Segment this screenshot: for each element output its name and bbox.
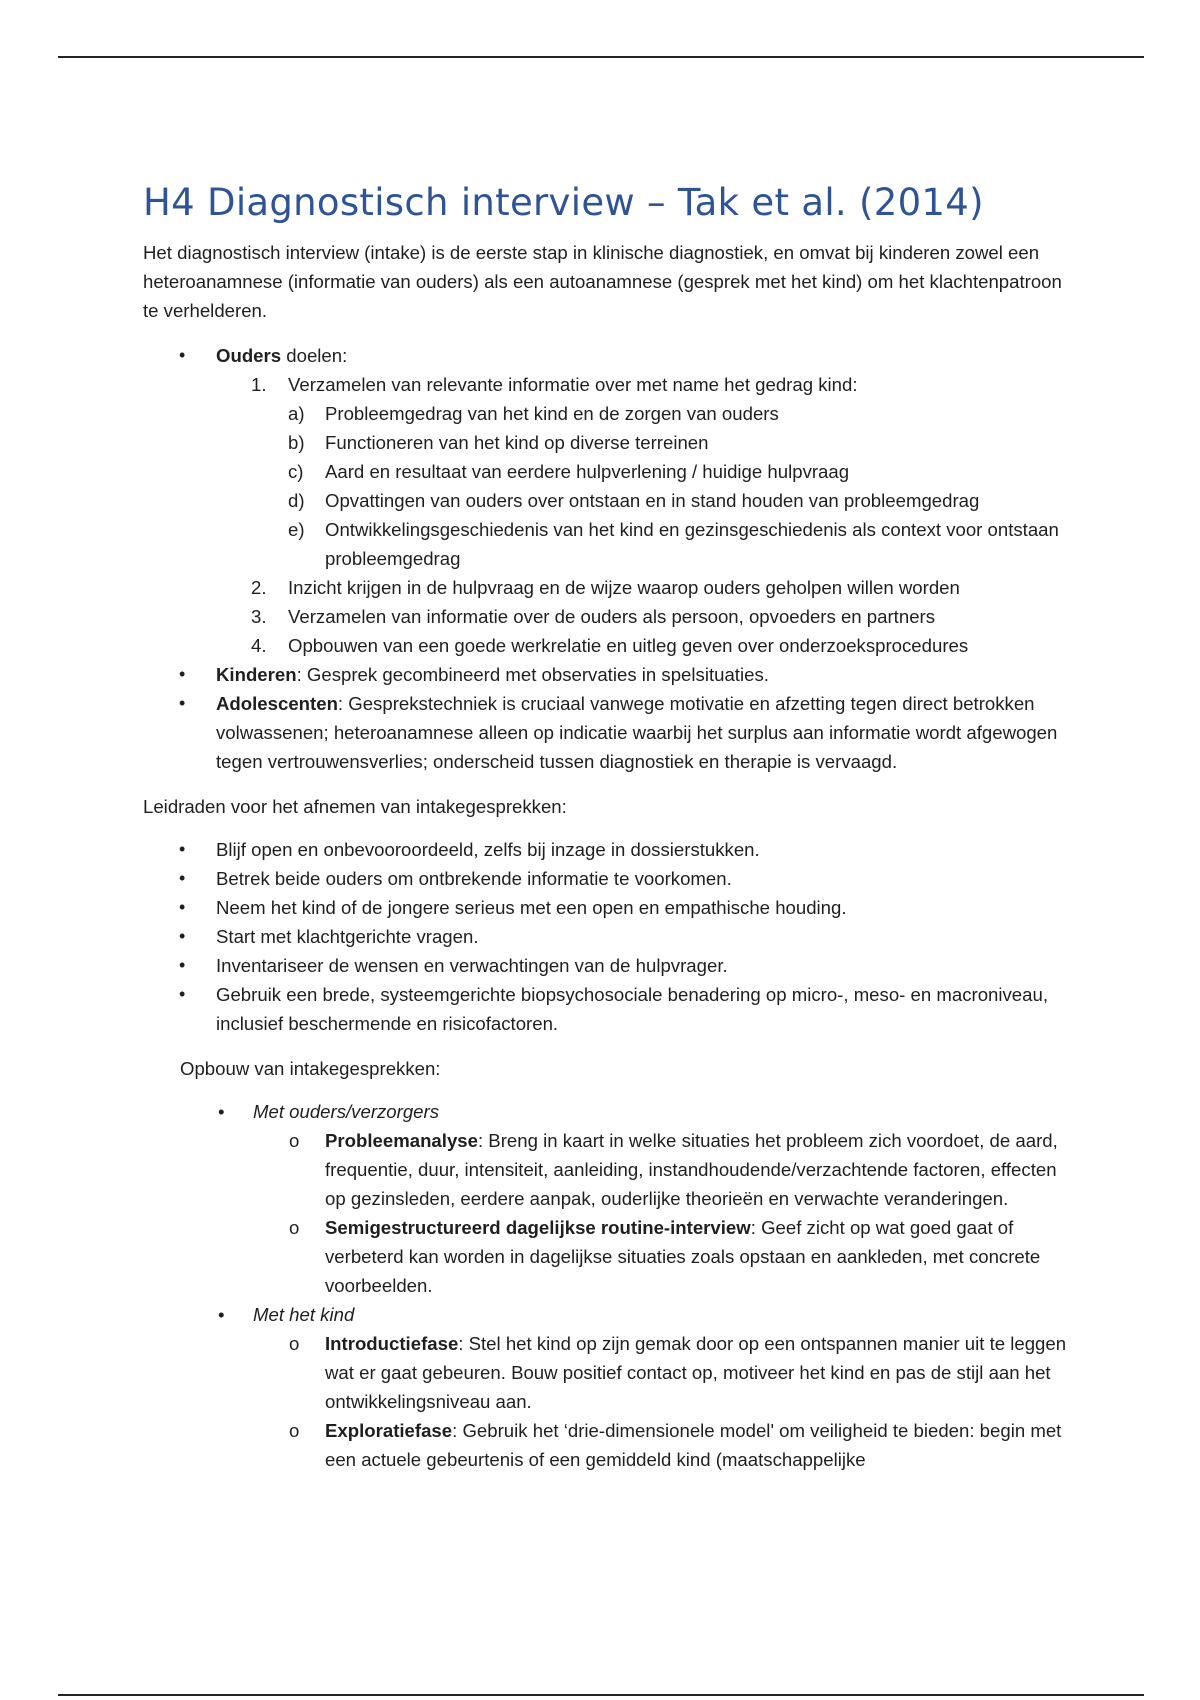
bullet-icon: •	[218, 1101, 225, 1122]
list-item-goal-1c	[143, 457, 1068, 486]
list-item-goal-1	[143, 370, 1068, 399]
list-item	[143, 864, 1068, 893]
item-letter: a)	[288, 403, 305, 424]
kinderen-label: Kinderen	[216, 664, 297, 685]
item-number: 1.	[251, 374, 267, 395]
list-item-met-kind	[143, 1300, 1068, 1329]
item-text: Verzamelen van relevante informatie over met name het gedrag kind:	[288, 374, 858, 395]
item-bold: Exploratiefase	[325, 1420, 453, 1441]
adolescenten-label: Adolescenten	[216, 693, 338, 714]
leidraden-list	[143, 835, 1068, 1038]
item-text: Blijf open en onbevooroordeeld, zelfs bij inzage in dossierstukken.	[216, 839, 760, 860]
list-item	[143, 980, 1068, 1038]
item-letter: e)	[288, 519, 305, 540]
bullet-icon: •	[179, 955, 186, 975]
list-item	[143, 922, 1068, 951]
item-label: Met het kind	[253, 1304, 355, 1325]
item-letter: c)	[288, 461, 304, 482]
list-item	[143, 951, 1068, 980]
goals-list	[143, 341, 1068, 776]
list-item-met-ouders	[143, 1097, 1068, 1126]
circle-bullet-icon: o	[289, 1217, 300, 1238]
list-item-goal-1e	[143, 515, 1068, 573]
list-item-adolescenten	[143, 689, 1068, 776]
circle-bullet-icon: o	[289, 1420, 300, 1441]
list-item	[143, 893, 1068, 922]
item-text: Inventariseer de wensen en verwachtingen van de hulpvrager.	[216, 955, 728, 976]
item-text: Start met klachtgerichte vragen.	[216, 926, 479, 947]
intro-paragraph: Het diagnostisch interview (intake) is de eerste stap in klinische diagnostiek, en omvat bij kinderen zowel een heteroanamnese (informatie van ouders) als een autoanamnese (gesprek met het kind) om het klachtenpatroon te verhelderen.	[143, 242, 1062, 321]
item-bold: Probleemanalyse	[325, 1130, 478, 1151]
footer-rule	[58, 1694, 1144, 1696]
list-item-exploratiefase	[143, 1416, 1068, 1474]
list-item-goal-1b	[143, 428, 1068, 457]
item-text: Opvattingen van ouders over ontstaan en in stand houden van probleemgedrag	[325, 490, 980, 511]
list-item-ouders	[143, 341, 1068, 370]
list-item-kinderen	[143, 660, 1068, 689]
item-text: Verzamelen van informatie over de ouders als persoon, opvoeders en partners	[288, 606, 936, 627]
item-text: : Stel het kind op zijn gemak door op een ontspannen manier uit te leggen wat er gaat gebeuren. Bouw positief contact op, motiveer het kind en pas de stijl aan het ontwikkelingsniveau aan.	[325, 1333, 1067, 1412]
item-text: Aard en resultaat van eerdere hulpverlening / huidige hulpvraag	[325, 461, 850, 482]
document-page	[143, 178, 1068, 1474]
bullet-icon: •	[179, 984, 186, 1004]
item-text: Functioneren van het kind op diverse terreinen	[325, 432, 709, 453]
item-text: Ontwikkelingsgeschiedenis van het kind en gezinsgeschiedenis als context voor ontstaan probleemgedrag	[325, 519, 1059, 569]
item-bold: Introductiefase	[325, 1333, 459, 1354]
item-text: Neem het kind of de jongere serieus met een open en empathische houding.	[216, 897, 847, 918]
item-letter: d)	[288, 490, 305, 511]
item-text: Inzicht krijgen in de hulpvraag en de wijze waarop ouders geholpen willen worden	[288, 577, 960, 598]
list-item-goal-3	[143, 602, 1068, 631]
item-number: 2.	[251, 577, 267, 598]
ouders-label: Ouders	[216, 345, 282, 366]
bullet-icon: •	[218, 1304, 225, 1325]
bullet-icon: •	[179, 897, 186, 917]
header-rule	[58, 56, 1144, 58]
item-label: Met ouders/verzorgers	[253, 1101, 440, 1122]
list-item	[143, 835, 1068, 864]
item-letter: b)	[288, 432, 305, 453]
list-item-probleemanalyse	[143, 1126, 1068, 1213]
list-item-goal-4	[143, 631, 1068, 660]
kinderen-text: : Gesprek gecombineerd met observaties in spelsituaties.	[296, 664, 769, 685]
item-text: : Geef zicht op wat goed gaat of verbeterd kan worden in dagelijkse situaties zoals opstaan en aankleden, met concrete voorbeelden.	[325, 1217, 1041, 1296]
bullet-icon: •	[179, 839, 186, 859]
bullet-icon: •	[179, 868, 186, 888]
item-bold: Semigestructureerd dagelijkse routine-interview	[325, 1217, 751, 1238]
ouders-text: doelen:	[281, 345, 348, 366]
bullet-icon: •	[179, 664, 186, 684]
item-text: Opbouwen van een goede werkrelatie en uitleg geven over onderzoeksprocedures	[288, 635, 969, 656]
opbouw-list	[143, 1097, 1068, 1474]
opbouw-heading: Opbouw van intakegesprekken:	[180, 1058, 441, 1079]
item-text: : Breng in kaart in welke situaties het probleem zich voordoet, de aard, frequentie, duur, intensiteit, aanleiding, instandhoudende/verzachtende factoren, effecten op gezinsleden, eerdere aanpak, ouderlijke theorieën en verwachte veranderingen.	[325, 1130, 1058, 1209]
list-item-goal-1d	[143, 486, 1068, 515]
list-item-goal-1a	[143, 399, 1068, 428]
adolescenten-text: : Gesprekstechniek is cruciaal vanwege motivatie en afzetting tegen direct betrokken volwassenen; heteroanamnese alleen op indicatie waarbij het surplus aan informatie wordt afgewogen tegen vertrouwensverlies; onderscheid tussen diagnostiek en therapie is vervaagd.	[216, 693, 1058, 772]
bullet-icon: •	[179, 345, 186, 365]
page-title: H4 Diagnostisch interview – Tak et al. (2014)	[143, 181, 984, 224]
item-text: : Gebruik het ‘drie-dimensionele model' om veiligheid te bieden: begin met een actuele gebeurtenis of een gemiddeld kind (maatschappelijke	[325, 1420, 1062, 1470]
leidraden-heading: Leidraden voor het afnemen van intakegesprekken:	[143, 796, 567, 817]
item-number: 3.	[251, 606, 267, 627]
item-number: 4.	[251, 635, 267, 656]
item-text: Probleemgedrag van het kind en de zorgen van ouders	[325, 403, 779, 424]
list-item-routine-interview	[143, 1213, 1068, 1300]
list-item-goal-2	[143, 573, 1068, 602]
item-text: Betrek beide ouders om ontbrekende informatie te voorkomen.	[216, 868, 732, 889]
item-text: Gebruik een brede, systeemgerichte biopsychosociale benadering op micro-, meso- en macroniveau, inclusief beschermende en risicofactoren.	[216, 984, 1048, 1034]
bullet-icon: •	[179, 693, 186, 713]
bullet-icon: •	[179, 926, 186, 946]
circle-bullet-icon: o	[289, 1333, 300, 1354]
list-item-introductiefase	[143, 1329, 1068, 1416]
circle-bullet-icon: o	[289, 1130, 300, 1151]
